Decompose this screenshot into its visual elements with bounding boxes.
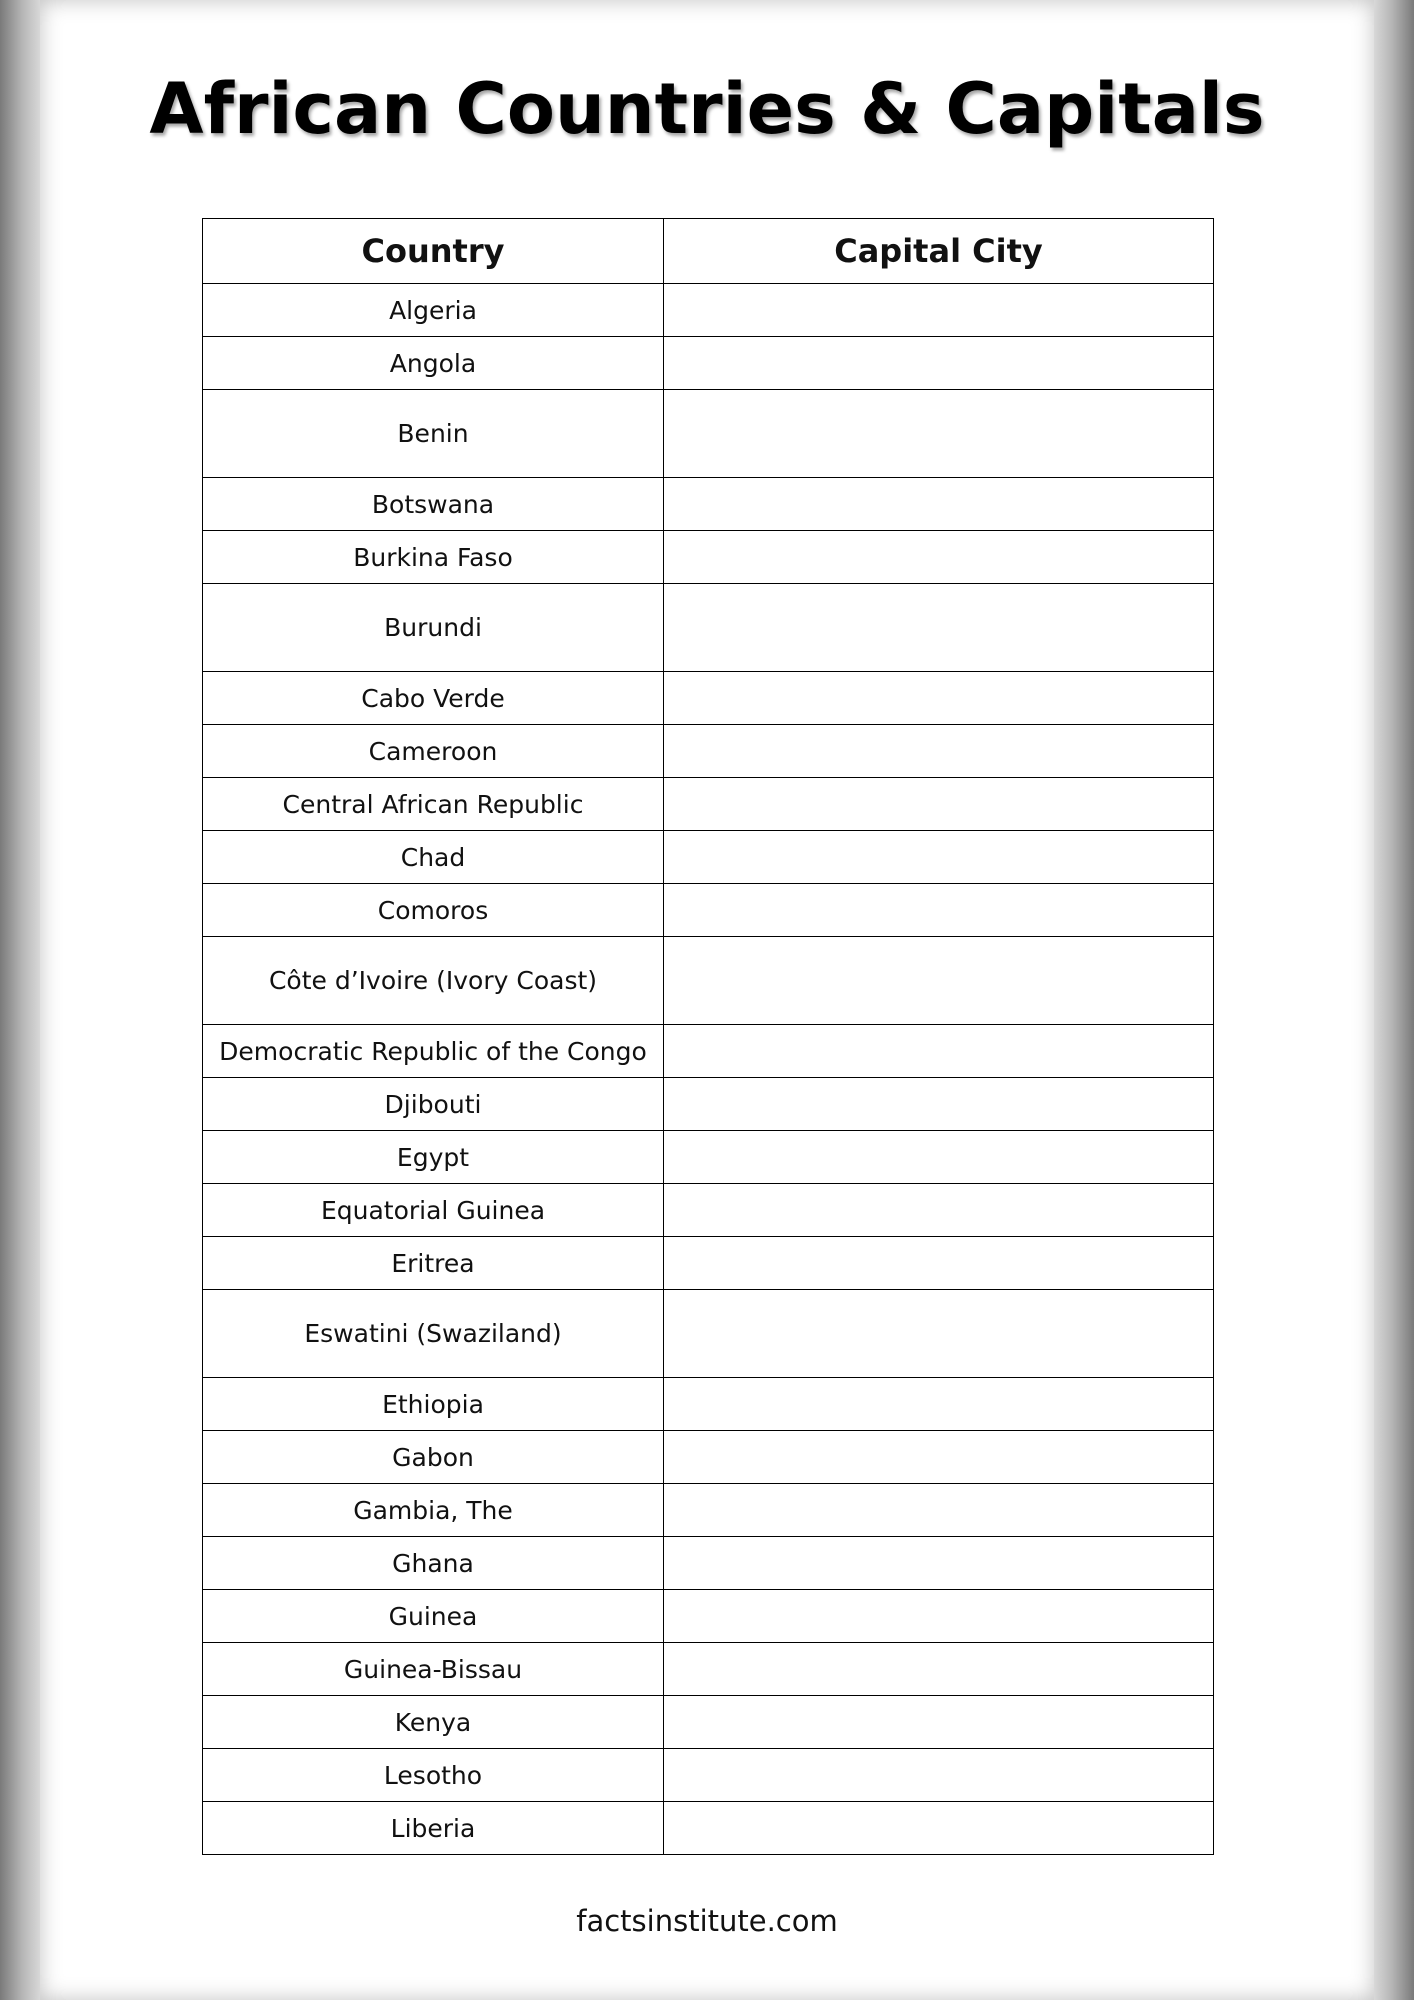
country-cell: Angola [203,337,664,390]
capital-cell[interactable] [664,778,1214,831]
country-cell: Gabon [203,1431,664,1484]
table-row [203,1378,1214,1431]
capital-cell[interactable] [664,1590,1214,1643]
country-cell: Kenya [203,1696,664,1749]
capital-cell[interactable] [664,1802,1214,1855]
table-row [203,831,1214,884]
table-row [203,1290,1214,1378]
capital-cell[interactable] [664,1537,1214,1590]
table-row [203,937,1214,1025]
table-row [203,531,1214,584]
country-cell: Democratic Republic of the Congo [203,1025,664,1078]
table-row [203,1590,1214,1643]
country-cell: Lesotho [203,1749,664,1802]
header-country: Country [203,219,664,284]
header-capital-city: Capital City [664,219,1214,284]
table-row [203,1237,1214,1290]
table-row [203,884,1214,937]
capital-cell[interactable] [664,584,1214,672]
capital-cell[interactable] [664,725,1214,778]
table-row [203,1749,1214,1802]
country-cell: Algeria [203,284,664,337]
capital-cell[interactable] [664,1643,1214,1696]
table-row [203,584,1214,672]
capital-cell[interactable] [664,831,1214,884]
capital-cell[interactable] [664,531,1214,584]
country-cell: Comoros [203,884,664,937]
table-row [203,390,1214,478]
capital-cell[interactable] [664,1696,1214,1749]
footer-website: factsinstitute.com [576,1904,838,1938]
table-row [203,1184,1214,1237]
capital-cell[interactable] [664,390,1214,478]
country-cell: Ghana [203,1537,664,1590]
table-row [203,1537,1214,1590]
table-row [203,778,1214,831]
country-cell: Djibouti [203,1078,664,1131]
capital-cell[interactable] [664,1431,1214,1484]
table-row [203,672,1214,725]
country-cell: Eritrea [203,1237,664,1290]
countries-capitals-table [202,218,1214,1855]
table-row [203,1484,1214,1537]
country-cell: Burundi [203,584,664,672]
country-cell: Central African Republic [203,778,664,831]
country-cell: Cabo Verde [203,672,664,725]
capital-cell[interactable] [664,1378,1214,1431]
table-row [203,725,1214,778]
page-title: African Countries & Capitals [149,68,1265,150]
table-row [203,1025,1214,1078]
country-cell: Equatorial Guinea [203,1184,664,1237]
table-row [203,337,1214,390]
country-cell: Egypt [203,1131,664,1184]
country-cell: Côte d’Ivoire (Ivory Coast) [203,937,664,1025]
capital-cell[interactable] [664,1290,1214,1378]
country-cell: Liberia [203,1802,664,1855]
capital-cell[interactable] [664,337,1214,390]
capital-cell[interactable] [664,1078,1214,1131]
country-cell: Gambia, The [203,1484,664,1537]
table-row [203,1696,1214,1749]
table-row [203,1431,1214,1484]
capital-cell[interactable] [664,284,1214,337]
country-cell: Benin [203,390,664,478]
capital-cell[interactable] [664,884,1214,937]
table-row [203,1078,1214,1131]
capital-cell[interactable] [664,1484,1214,1537]
country-cell: Cameroon [203,725,664,778]
table-row [203,1131,1214,1184]
country-cell: Ethiopia [203,1378,664,1431]
capital-cell[interactable] [664,937,1214,1025]
capital-cell[interactable] [664,1749,1214,1802]
capital-cell[interactable] [664,1025,1214,1078]
capital-cell[interactable] [664,1184,1214,1237]
country-cell: Guinea-Bissau [203,1643,664,1696]
table-row [203,1802,1214,1855]
country-cell: Chad [203,831,664,884]
table-row [203,478,1214,531]
country-cell: Eswatini (Swaziland) [203,1290,664,1378]
capital-cell[interactable] [664,1131,1214,1184]
capital-cell[interactable] [664,672,1214,725]
table-row [203,1643,1214,1696]
table-header-row [203,219,1214,284]
capital-cell[interactable] [664,1237,1214,1290]
country-cell: Botswana [203,478,664,531]
country-cell: Guinea [203,1590,664,1643]
capital-cell[interactable] [664,478,1214,531]
country-cell: Burkina Faso [203,531,664,584]
table-row [203,284,1214,337]
